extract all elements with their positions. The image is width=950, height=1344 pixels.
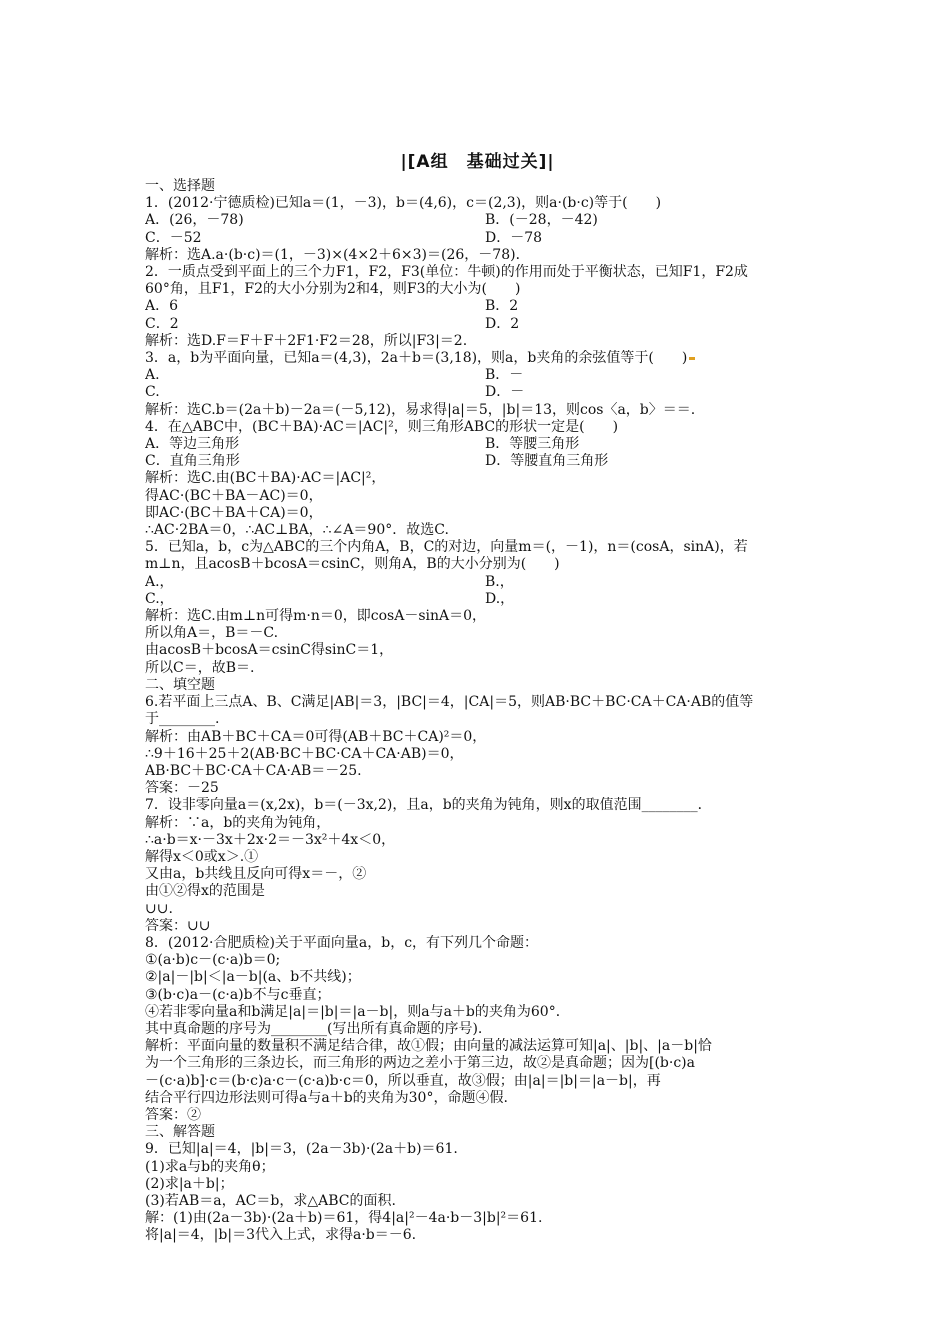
- text-line: ④若非零向量a和b满足|a|＝|b|＝|a－b|，则a与a＋b的夹角为60°．: [145, 1003, 570, 1020]
- text-line: 解得x＜0或x＞.①: [145, 848, 259, 865]
- text-line: ∴AC·2BA＝0，∴AC⊥BA，∴∠A＝90°．故选C.: [145, 522, 449, 539]
- option-left: A．(26，－78): [145, 212, 244, 229]
- text-line: 8．(2012·合肥质检)关于平面向量a，b，c，有下列几个命题：: [145, 934, 539, 951]
- option-right: D.，: [485, 590, 515, 607]
- text-line: ②|a|－|b|＜|a－b|(a、b不共线)；: [145, 969, 361, 986]
- text-line: 即AC·(BC＋BA＋CA)＝0，: [145, 504, 323, 521]
- option-left: A.，: [145, 573, 174, 590]
- text-line: 解：(1)由(2a－3b)·(2a＋b)＝61，得4|a|²－4a·b－3|b|²＝61.: [145, 1210, 543, 1227]
- text-line: 解析：平面向量的数量积不满足结合律，故①假；由向量的减法运算可知|a|、|b|、|a－b|恰: [145, 1038, 712, 1055]
- text-line: ∴a·b＝x·－3x＋2x·2＝－3x²＋4x＜0，: [145, 831, 396, 848]
- highlight-mark: [689, 357, 695, 360]
- option-left: A.: [145, 367, 160, 384]
- option-right: D．－78: [485, 229, 543, 246]
- option-row: [145, 316, 810, 333]
- text-line: 3．a，b为平面向量，已知a＝(4,3)，2a＋b＝(3,18)，则a，b夹角的余弦值等于( ): [145, 350, 810, 367]
- text-line: ∪∪.: [145, 900, 173, 917]
- option-row: [145, 574, 810, 591]
- text-line: 9．已知|a|＝4，|b|＝3，(2a－3b)·(2a＋b)＝61.: [145, 1141, 458, 1158]
- option-left: A．等边三角形: [145, 436, 240, 453]
- text-line: (3)若AB＝a，AC＝b，求△ABC的面积.: [145, 1192, 396, 1209]
- option-row: [145, 212, 810, 229]
- text-line: 解析：选C.由(BC＋BA)·AC＝|AC|²，: [145, 470, 386, 487]
- text-line: 答案：－25: [145, 780, 219, 797]
- option-left: C.，: [145, 590, 174, 607]
- text-line: 解析：选C.由m⊥n可得m·n＝0，即cosA－sinA＝0，: [145, 608, 487, 625]
- option-right: B．－: [485, 367, 524, 384]
- text-line: 解析：选C.b＝(2a＋b)－2a＝(－5,12)，易求得|a|＝5，|b|＝13，则cos〈a，b〉＝＝.: [145, 401, 696, 418]
- text-line: 二、填空题: [145, 676, 215, 693]
- text-line: 又由a，b共线且反向可得x＝－，②: [145, 866, 367, 883]
- text-line: 所以C＝，故B＝.: [145, 659, 255, 676]
- text-line: 4．在△ABC中，(BC＋BA)·AC＝|AC|²，则三角形ABC的形状一定是( ): [145, 418, 619, 435]
- text-line: 解析：∵a，b的夹角为钝角，: [145, 814, 331, 831]
- text-line: 解析：选A.a·(b·c)＝(1，－3)×(4×2＋6×3)＝(26，－78)．: [145, 246, 530, 263]
- option-right: D．等腰直角三角形: [485, 453, 609, 470]
- option-left: C．－52: [145, 229, 202, 246]
- option-row: [145, 298, 810, 315]
- text-line: 2．一质点受到平面上的三个力F1，F2，F3(单位：牛顿)的作用而处于平衡状态，已知F1，F2成: [145, 264, 748, 281]
- option-left: C．2: [145, 315, 179, 332]
- option-row: [145, 384, 810, 401]
- option-right: D．－: [485, 384, 525, 401]
- text-line: (2)求|a＋b|；: [145, 1175, 234, 1192]
- text-line: 于________.: [145, 711, 220, 728]
- text-line: 其中真命题的序号为________(写出所有真命题的序号).: [145, 1020, 483, 1037]
- section-title: |[A组 基础过关]|: [400, 152, 555, 172]
- option-left: A．6: [145, 298, 179, 315]
- option-right: B．等腰三角形: [485, 436, 580, 453]
- option-row: [145, 591, 810, 608]
- text-line: 将|a|＝4，|b|＝3代入上式，求得a·b＝－6.: [145, 1227, 417, 1244]
- option-left: C．直角三角形: [145, 453, 240, 470]
- option-left: C.: [145, 384, 160, 401]
- text-line: 由acosB＋bcosA＝csinC得sinC＝1，: [145, 642, 394, 659]
- text-line: 60°角，且F1，F2的大小分别为2和4，则F3的大小为( ): [145, 281, 521, 298]
- text-line: 为一个三角形的三条边长，而三角形的两边之差小于第三边，故②是真命题；因为[(b·c)a: [145, 1055, 695, 1072]
- text-line: －(c·a)b]·c＝(b·c)a·c－(c·a)b·c＝0，所以垂直，故③假；由|a|＝|b|＝|a－b|，再: [145, 1072, 661, 1089]
- document-body: [145, 178, 810, 1245]
- option-right: B.，: [485, 573, 514, 590]
- text-line: 答案：∪∪: [145, 917, 211, 934]
- text-line: ①(a·b)c－(c·a)b＝0;: [145, 952, 281, 969]
- text-line: 三、解答题: [145, 1124, 215, 1141]
- text-line: 1．(2012·宁德质检)已知a＝(1，－3)，b＝(4,6)，c＝(2,3)，则a·(b·c)等于( ): [145, 195, 662, 212]
- text-line: (1)求a与b的夹角θ；: [145, 1158, 275, 1175]
- option-right: D．2: [485, 315, 520, 332]
- text-line: 6.若平面上三点A、B、C满足|AB|＝3，|BC|＝4，|CA|＝5，则AB·BC＋BC·CA＋CA·AB的值等: [145, 694, 754, 711]
- text-line: m⊥n，且acosB＋bcosA＝csinC，则角A，B的大小分别为( ): [145, 556, 560, 573]
- option-row: [145, 230, 810, 247]
- option-row: [145, 367, 810, 384]
- option-right: B．2: [485, 298, 519, 315]
- option-row: [145, 453, 810, 470]
- text-line: ∴9＋16＋25＋2(AB·BC＋BC·CA＋CA·AB)＝0，: [145, 745, 464, 762]
- text-line: 解析：由AB＋BC＋CA＝0可得(AB＋BC＋CA)²＝0，: [145, 728, 487, 745]
- option-right: B．(－28，－42): [485, 212, 598, 229]
- text-line: 解析：选D.F＝F＋F＋2F1·F2＝28，所以|F3|＝2.: [145, 332, 468, 349]
- text-line: 答案：②: [145, 1106, 201, 1123]
- document-page: [145, 150, 810, 1245]
- text-line: 5．已知a，b，c为△ABC的三个内角A，B，C的对边，向量m＝(，－1)，n＝(cosA，sinA)，若: [145, 539, 748, 556]
- text-line: 得AC·(BC＋BA－AC)＝0，: [145, 487, 323, 504]
- text-line: 所以角A＝，B＝－C.: [145, 625, 279, 642]
- text-line: AB·BC＋BC·CA＋CA·AB＝－25.: [145, 762, 362, 779]
- text-line: ③(b·c)a－(c·a)b不与c垂直；: [145, 986, 331, 1003]
- option-row: [145, 436, 810, 453]
- text-line: 7．设非零向量a＝(x,2x)，b＝(－3x,2)，且a，b的夹角为钝角，则x的取值范围________．: [145, 797, 712, 814]
- text-line: 一、选择题: [145, 178, 215, 194]
- text-line: 由①②得x的范围是: [145, 883, 265, 900]
- text-line: 结合平行四边形法则可得a与a＋b的夹角为30°，命题④假.: [145, 1089, 508, 1106]
